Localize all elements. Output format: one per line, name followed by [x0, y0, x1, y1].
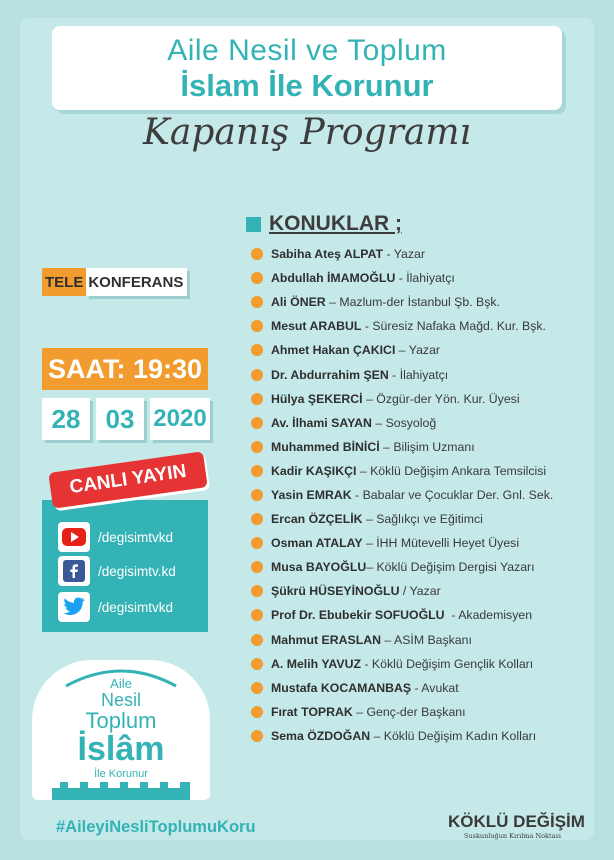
bullet-dot-icon	[251, 369, 263, 381]
guest-name: Ali ÖNER	[271, 295, 326, 310]
guest-role: – Bilişim Uzmanı	[379, 439, 475, 454]
guest-name: Ercan ÖZÇELİK	[271, 512, 363, 527]
tele-konferans-label	[42, 268, 187, 296]
guest-item	[251, 483, 601, 507]
guest-role: – Köklü Değişim Dergisi Yazarı	[366, 560, 535, 575]
guest-role: – ASİM Başkanı	[381, 632, 472, 647]
guest-item	[251, 362, 601, 386]
guest-role: – Genç-der Başkanı	[352, 704, 466, 719]
guest-role: – Köklü Değişim Ankara Temsilcisi	[356, 463, 547, 478]
guest-name: Kadir KAŞIKÇI	[271, 463, 357, 478]
guest-item	[251, 555, 601, 579]
social-panel	[42, 500, 208, 632]
bullet-dot-icon	[251, 296, 263, 308]
guest-item	[251, 387, 601, 411]
guest-item	[251, 507, 601, 531]
wall-icon	[52, 782, 190, 800]
guest-name: Sema ÖZDOĞAN	[271, 728, 371, 743]
bullet-dot-icon	[251, 393, 263, 405]
guest-name: Osman ATALAY	[271, 536, 363, 551]
facebook-handle: /degisimtv.kd	[98, 563, 176, 579]
bullet-dot-icon	[251, 706, 263, 718]
guests-title: KONUKLAR ;	[269, 212, 402, 235]
guest-role: – Yazar	[395, 343, 441, 358]
guest-item	[251, 676, 601, 700]
guest-name: A. Melih YAVUZ	[271, 656, 361, 671]
konferans-label: KONFERANS	[86, 268, 187, 296]
twitter-icon	[58, 592, 90, 622]
bullet-dot-icon	[251, 513, 263, 525]
bullet-dot-icon	[251, 658, 263, 670]
date-day: 28	[42, 398, 90, 440]
facebook-icon	[58, 556, 90, 586]
guest-name: Hülya ŞEKERCİ	[271, 391, 363, 406]
guest-name: Dr. Abdurrahim ŞEN	[271, 367, 389, 382]
guest-name: Av. İlhami SAYAN	[271, 415, 372, 430]
guest-item	[251, 266, 601, 290]
bullet-dot-icon	[251, 561, 263, 573]
guest-name: Yasin EMRAK	[271, 487, 352, 502]
guest-role: – Mazlum-der İstanbul Şb. Bşk.	[325, 295, 500, 310]
youtube-icon	[58, 522, 90, 552]
brand-logo: KÖKLÜ DEĞİŞİM	[448, 812, 585, 831]
guest-name: Abdullah İMAMOĞLU	[271, 271, 396, 286]
logo-aile: Aile	[110, 676, 132, 691]
guest-role: - İlahiyatçı	[395, 271, 455, 286]
guest-name: Mustafa KOCAMANBAŞ	[271, 680, 412, 695]
event-time: SAAT: 19:30	[42, 348, 208, 390]
guest-role: - Yazar	[383, 247, 425, 262]
guest-item	[251, 435, 601, 459]
guest-role: - Süresiz Nafaka Mağd. Kur. Bşk.	[361, 319, 546, 334]
guest-name: Sabiha Ateş ALPAT	[271, 247, 384, 262]
bullet-dot-icon	[251, 634, 263, 646]
guest-item	[251, 724, 601, 748]
tele-label: TELE	[42, 268, 86, 296]
logo-toplum: Toplum	[85, 708, 157, 733]
guest-item	[251, 338, 601, 362]
guest-name: Ahmet Hakan ÇAKICI	[271, 343, 396, 358]
guest-role: / Yazar	[399, 584, 441, 599]
guest-name: Musa BAYOĞLU	[271, 560, 367, 575]
bullet-dot-icon	[251, 682, 263, 694]
logo-ile-korunur: İle Korunur	[94, 768, 148, 780]
title-card	[52, 26, 562, 110]
guest-name: Prof Dr. Ebubekir SOFUOĞLU	[271, 608, 445, 623]
bullet-dot-icon	[251, 320, 263, 332]
brand-tagline: Suskunluğun Kırılma Noktası	[464, 832, 561, 840]
social-facebook[interactable]	[58, 556, 176, 586]
bullet-dot-icon	[251, 489, 263, 501]
bullet-dot-icon	[251, 465, 263, 477]
live-broadcast-badge: CANLI YAYIN	[48, 451, 207, 508]
bullet-dot-icon	[251, 537, 263, 549]
guest-item	[251, 411, 601, 435]
bullet-dot-icon	[251, 441, 263, 453]
guest-role: - İlahiyatçı	[388, 367, 449, 382]
guest-role: – Sağlıkçı ve Eğitimci	[362, 512, 483, 527]
bullet-dot-icon	[251, 730, 263, 742]
youtube-handle: /degisimtvkd	[98, 529, 174, 545]
guest-item	[251, 579, 601, 603]
logo-islam: İslâm	[77, 730, 165, 768]
guest-role: - Köklü Değişim Gençlik Kolları	[360, 656, 534, 671]
guest-role: – Köklü Değişim Kadın Kolları	[370, 728, 537, 743]
logo-nesil: Nesil	[100, 690, 141, 710]
bullet-dot-icon	[251, 248, 263, 260]
guest-role: - Babalar ve Çocuklar Der. Gnl. Sek.	[351, 487, 554, 502]
guest-item	[251, 700, 601, 724]
guest-name: Mesut ARABUL	[271, 319, 362, 334]
campaign-logo	[32, 660, 210, 800]
title-line-2: İslam İle Korunur	[180, 68, 434, 103]
guest-item	[251, 652, 601, 676]
hashtag: #AileyiNesliToplumuKoru	[56, 818, 256, 836]
guest-role: - Avukat	[411, 680, 459, 695]
guest-name: Şükrü HÜSEYİNOĞLU	[271, 584, 400, 599]
title-line-1: Aile Nesil ve Toplum	[167, 34, 447, 67]
bullet-dot-icon	[251, 417, 263, 429]
program-subtitle: Kapanış Programı	[143, 112, 471, 153]
square-bullet-icon	[246, 217, 261, 232]
date-month: 03	[96, 398, 144, 440]
guest-item	[251, 242, 601, 266]
bullet-dot-icon	[251, 272, 263, 284]
guest-name: Fırat TOPRAK	[271, 704, 353, 719]
guest-name: Muhammed BİNİCİ	[271, 439, 380, 454]
date-year: 2020	[150, 398, 210, 440]
twitter-handle: /degisimtvkd	[98, 599, 174, 615]
guest-item	[251, 531, 601, 555]
guest-role: – Özgür-der Yön. Kur. Üyesi	[362, 391, 520, 406]
guest-item	[251, 603, 601, 627]
bullet-dot-icon	[251, 609, 263, 621]
guest-name: Mahmut ERASLAN	[271, 632, 381, 647]
guest-list	[251, 242, 601, 748]
guests-heading	[246, 212, 402, 236]
guest-item	[251, 314, 601, 338]
social-youtube[interactable]	[58, 522, 173, 552]
bullet-dot-icon	[251, 344, 263, 356]
guest-item	[251, 459, 601, 483]
guest-role: - Akademisyen	[444, 608, 533, 623]
guest-role: – İHH Mütevelli Heyet Üyesi	[362, 536, 520, 551]
guest-role: – Sosyoloğ	[371, 415, 437, 430]
social-twitter[interactable]	[58, 592, 173, 622]
guest-item	[251, 290, 601, 314]
guest-item	[251, 628, 601, 652]
bullet-dot-icon	[251, 585, 263, 597]
